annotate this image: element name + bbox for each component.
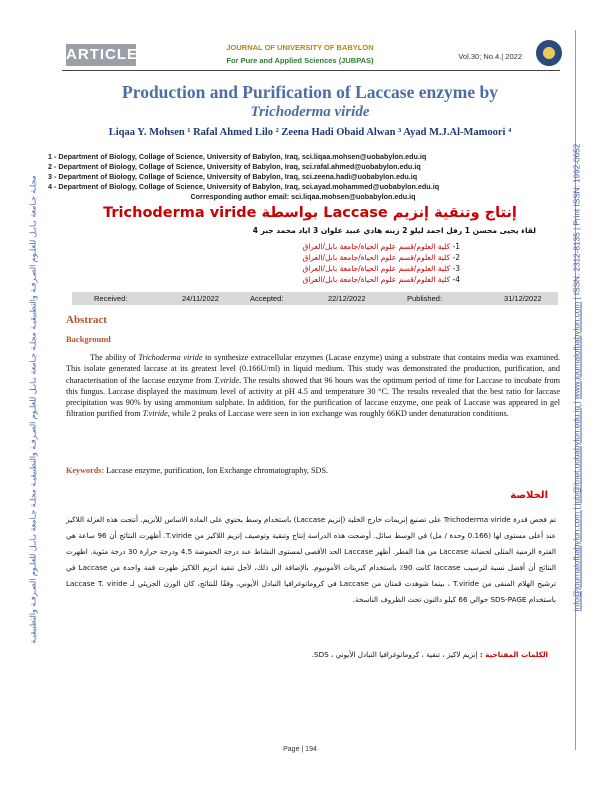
side-contact — [573, 0, 582, 763]
paper-title-species: Trichoderma viride — [250, 104, 370, 120]
accepted-label: Accepted: — [250, 294, 284, 303]
website-link[interactable]: www.journalofbabylon.com — [572, 301, 582, 400]
affiliation-1: 1 - Department of Biology, Collage of Science, University of Babylon, Iraq, sci.liqaa.mohsen@uobabylon.edu.iq — [48, 152, 427, 161]
arabic-affiliation-4: 4- كلية العلوم/قسم علوم الحياة/جامعة بابل/العراق — [302, 275, 460, 284]
arabic-keywords: الكلمات المفتاحية : إنزيم لاكيز ، تنقية ، كروماتوغرافيا التبادل الأيوني ، SDS. — [311, 650, 548, 659]
paper-title: Production and Purification of Laccase enzyme by — [122, 82, 498, 102]
arabic-affiliation-1: 1- كلية العلوم/قسم علوم الحياة/جامعة بابل/العراق — [302, 242, 460, 251]
journal-name: JOURNAL OF UNIVERSITY OF BABYLON — [226, 43, 374, 52]
email-link[interactable]: info@journalofbabylon.com | jub@itnet.uobabylon.edu.iq | — [572, 401, 582, 612]
affiliation-2: 2 - Department of Biology, Collage of Science, University of Babylon, Iraq, sci.rafal.ahmed@uobabylon.edu.iq — [48, 162, 421, 171]
issn-info: | ISSN: 2312-8135 | Print ISSN: 1992-0652 — [572, 143, 582, 300]
arabic-abstract-heading: الخلاصة — [510, 490, 548, 501]
abstract-heading: Abstract — [66, 314, 107, 326]
volume-info: Vol.30; No.4.| 2022 — [458, 52, 522, 61]
journal-subtitle: For Pure and Applied Sciences (JUBPAS) — [226, 56, 374, 65]
received-date: 24/11/2022 — [182, 294, 219, 303]
accepted-date: 22/12/2022 — [328, 294, 366, 303]
header-rule — [62, 70, 560, 71]
published-date: 31/12/2022 — [504, 294, 542, 303]
university-logo-icon — [536, 40, 562, 66]
keywords-label: Keywords: — [66, 466, 105, 475]
arabic-affiliation-2: 2- كلية العلوم/قسم علوم الحياة/جامعة بابل/العراق — [302, 253, 460, 262]
side-journal-name: مجلـة جـامعة بـابـل للعلـوم الصـرفـة والتطبيقيـة مجلـة جـامعة بـابـل للعلـوم الصـرفـة والتطبيقيـة مجلـة جـامعة بـابـل للعلـوم الصـرفـة والتطبيقيـة — [28, 175, 38, 644]
arabic-title: إنتاج وتنقية إنزيم Laccase بواسطة Trichoderma viride — [103, 205, 517, 221]
page-number: Page | 194 — [283, 746, 317, 753]
article-label: ARTICLE — [66, 44, 136, 66]
abstract-body: The ability of Trichoderma viride to synthesize extracellular enzymes (Lacase enzyme) using a substrate that contains media was examined. This isolate generated laccase at its greatest level (0.166U/ml) in liquid medium. This study was demonstrated the production, purification, and characterisation of the laccase enzyme from T.viride. The results showed that 96 hours was the optimum period of time for Laccase to incubate from this fungus. Laccase displayed the maximum level of activity at pH 4.5 and temperature 30 °C. The results revealed that the best ratio for laccase precipitation was 90% by using ammonium sulphate. In addition, for the purification of laccase enzyme, one peak of Laccase was appeared in gel filtration purified from T.viride, while 2 peaks of Laccase were seen in ion exchange was roughly 66KD under denaturation conditions. — [66, 353, 560, 419]
arabic-affiliations — [302, 241, 460, 285]
background-heading: Background — [66, 334, 111, 344]
dates-bar — [72, 292, 558, 305]
arabic-authors: لقاء يحيى محسن 1 رفل احمد ليلو 2 زينه هادي عبيد علوان 3 اياد محمد جبر 4 — [252, 226, 536, 235]
paper-authors: Liqaa Y. Mohsen ¹ Rafal Ahmed Lilo ² Zeena Hadi Obaid Alwan ³ Ayad M.J.Al-Mamoori ⁴ — [108, 127, 512, 138]
arabic-keywords-label: الكلمات المفتاحية : — [479, 650, 548, 659]
affiliation-4: 4 - Department of Biology, Collage of Science, University of Babylon, Iraq, sci.ayad.mohammed@uobabylon.edu.iq — [48, 182, 440, 191]
received-label: Received: — [94, 294, 128, 303]
keywords: Keywords: Laccase enzyme, purification, Ion Exchange chromatography, SDS. — [66, 466, 329, 475]
published-label: Published: — [407, 294, 443, 303]
arabic-abstract-body: تم فحص قدرة Trichoderma viride على تصنيع إنزيمات خارج الخلية (إنزيم Laccase) باستخدام وسط يحتوي على المادة الاساس للأنزيم. أنتجت هذه العزلة اللاكيز عند أعلى مستوى لها (0.166 وحدة / مل) في الوسط سائل. أوضحت هذه الدراسة إنتاج وتنقية وتوصيف إنزيم اللاكيز من T.viride. أظهرت النتائج أن 96 ساعة هي الفترة الزمنية المثلى لحضانة Laccase من هذا الفطر. أظهر Laccase الحد الأقصى لمستوى النشاط عند درجة الحموضة 4.5 ودرجة حرارة 30 درجة مئوية. اظهرت النتائج أن أفضل نسبة لترسيب laccase كانت 90٪ باستخدام كبريتات الأمونيوم. بالإضافة الى ذلك، لأجل تنقية انزيم اللاكيز ظهرت قمة واحدة من Laccase في ترشيح الهلام المنقى من T.viride ، بينما شوهدت قمتان من Laccase في كروماتوغرافيا التبادل الأيوني، وفقًا للنتائج، كان الوزن الجزيئي لـ Laccase T. viride باستخدام SDS-PAGE حوالي 66 كيلو دالتون تحت الظروف الناسخة. — [66, 515, 556, 604]
affiliations — [48, 152, 558, 202]
affiliation-3: 3 - Department of Biology, Collage of Science, University of Babylon, Iraq, sci.zeena.hadi@uobabylon.edu.iq — [48, 172, 418, 181]
arabic-affiliation-3: 3- كلية العلوم/قسم علوم الحياة/جامعة بابل/العراق — [302, 264, 460, 273]
corresponding-author: Corresponding author email: sci.liqaa.mohsen@uobabylon.edu.iq — [190, 192, 416, 201]
